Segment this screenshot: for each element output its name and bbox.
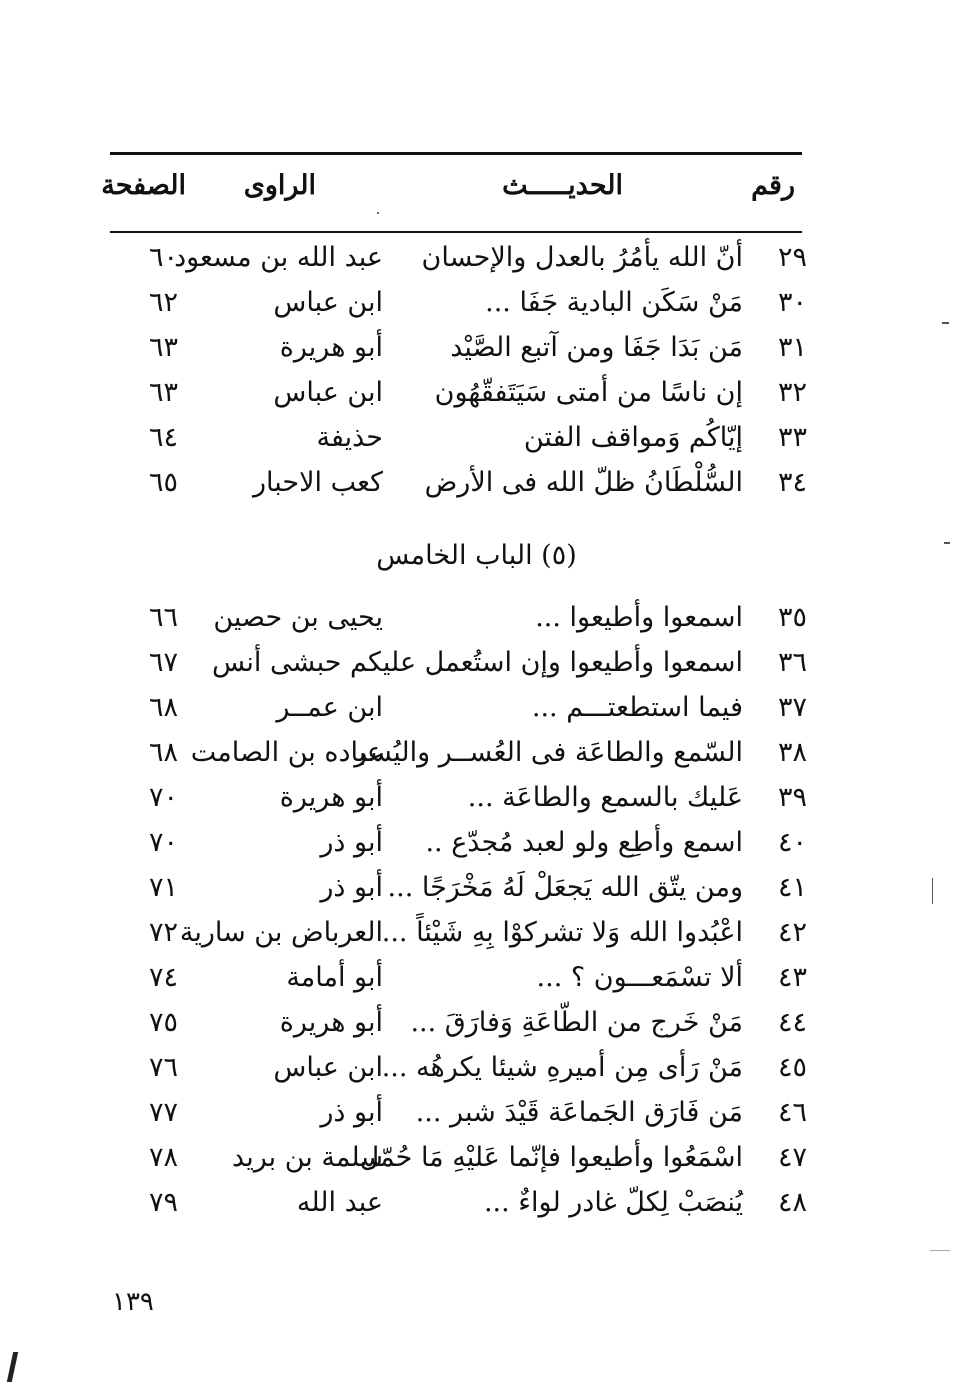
row-hadith: إيّاكُم وَمواقف الفتن <box>523 422 743 453</box>
row-page: ٦٢ <box>148 287 178 318</box>
row-number: ٢٩ <box>777 242 807 273</box>
row-narrator: يحيى بن حصين <box>213 602 383 633</box>
header-number: رقم <box>751 170 795 201</box>
section-heading: (٥) الباب الخامس <box>376 540 577 571</box>
row-number: ٤٧ <box>777 1142 807 1173</box>
row-narrator: أبو ذر <box>320 827 383 858</box>
row-number: ٣٥ <box>777 602 807 633</box>
row-page: ٦٣ <box>148 332 178 363</box>
page-number: ١٣٩ <box>112 1287 154 1317</box>
row-narrator: ابن عباس <box>273 1052 383 1083</box>
row-hadith: يُنصَبْ لِكلّ غادر لواءٌ ... <box>483 1187 743 1218</box>
row-number: ٤٠ <box>777 827 807 858</box>
row-narrator: عبد الله بن مسعود <box>174 242 383 273</box>
row-narrator: أبو ذر <box>320 1097 383 1128</box>
scan-mark <box>377 212 379 214</box>
row-narrator: عبد الله <box>296 1187 383 1218</box>
row-hadith: اسمع وأطِع ولو لعبد مُجدّع .. <box>425 827 743 858</box>
row-page: ٧١ <box>148 872 178 903</box>
scan-mark <box>942 322 949 324</box>
row-number: ٤٥ <box>777 1052 807 1083</box>
row-hadith: السّمع والطاعَة فى العُســر واليُسر <box>354 737 743 768</box>
table-row <box>0 778 953 822</box>
table-row <box>0 238 953 282</box>
row-narrator: ابن عباس <box>273 287 383 318</box>
row-page: ٧٤ <box>148 962 178 993</box>
row-page: ٧٢ <box>148 917 178 948</box>
row-number: ٤٢ <box>777 917 807 948</box>
row-narrator: أبو هريرة <box>279 332 383 363</box>
row-hadith: اسْمَعُوا وأطيعوا فإنّما عَليْهِ مَا حُمّل <box>359 1142 743 1173</box>
table-row <box>0 463 953 507</box>
row-page: ٦٨ <box>148 737 178 768</box>
row-hadith: مَنْ خَرج من الطّاعَةِ وَفارَقَ ... <box>410 1007 743 1038</box>
row-narrator: ابن عباس <box>273 377 383 408</box>
row-narrator: أبو هريرة <box>279 782 383 813</box>
row-hadith: إن ناسًا من أمتى سَيَتَفقّهُون <box>434 377 743 408</box>
row-page: ٦٣ <box>148 377 178 408</box>
row-page: ٦٦ <box>148 602 178 633</box>
row-narrator: أبو ذر <box>320 872 383 903</box>
table-header <box>0 166 953 216</box>
row-page: ٦٥ <box>148 467 178 498</box>
row-hadith: مَن بَدَا جَفَا ومن آتبع الصَّيْد <box>450 332 743 363</box>
scan-mark <box>7 1352 18 1382</box>
table-row <box>0 643 953 687</box>
row-page: ٦٤ <box>148 422 178 453</box>
row-hadith: اسمعوا وأطيعوا ... <box>535 602 743 633</box>
row-page: ٦٠ <box>148 242 178 273</box>
row-number: ٣٢ <box>777 377 807 408</box>
row-number: ٣٨ <box>777 737 807 768</box>
scan-mark <box>930 1250 950 1251</box>
table-row <box>0 958 953 1002</box>
table-row <box>0 823 953 867</box>
row-number: ٤٦ <box>777 1097 807 1128</box>
row-page: ٦٨ <box>148 692 178 723</box>
row-page: ٧٠ <box>148 782 178 813</box>
row-page: ٧٧ <box>148 1097 178 1128</box>
row-number: ٣٧ <box>777 692 807 723</box>
row-page: ٧٩ <box>148 1187 178 1218</box>
row-number: ٣٣ <box>777 422 807 453</box>
row-number: ٣٩ <box>777 782 807 813</box>
row-narrator: أبو هريرة <box>279 1007 383 1038</box>
row-hadith: اعْبُدوا الله وَلا تشركوْا بِهِ شَيْئاً ... <box>381 917 743 948</box>
table-row <box>0 1048 953 1092</box>
row-hadith: مَنْ سَكَن البادية جَفَا ... <box>485 287 743 318</box>
table-row <box>0 418 953 462</box>
row-number: ٤٣ <box>777 962 807 993</box>
table-row <box>0 913 953 957</box>
row-hadith: السُّلْطَانُ ظلّ الله فى الأرض <box>424 467 743 498</box>
table-row <box>0 283 953 327</box>
header-bottom-rule <box>110 231 802 233</box>
row-number: ٤٨ <box>777 1187 807 1218</box>
table-row <box>0 1003 953 1047</box>
table-row <box>0 1138 953 1182</box>
table-row <box>0 328 953 372</box>
table-row <box>0 598 953 642</box>
row-narrator: سلمة بن بريد <box>232 1142 383 1173</box>
row-hadith: عَليك بالسمع والطاعَة ... <box>467 782 743 813</box>
header-page: الصفحة <box>101 170 186 201</box>
row-number: ٤١ <box>777 872 807 903</box>
table-row <box>0 1093 953 1137</box>
row-number: ٣٠ <box>777 287 807 318</box>
scan-mark <box>932 878 933 904</box>
row-hadith: اسمعوا وأطيعوا وإن استُعمل عليكم حبشى أنس <box>211 647 743 678</box>
row-page: ٧٦ <box>148 1052 178 1083</box>
table-row <box>0 373 953 417</box>
row-page: ٧٨ <box>148 1142 178 1173</box>
row-hadith: أنّ الله يأمُرُ بالعدل والإحسان <box>421 242 743 273</box>
table-row <box>0 688 953 732</box>
table-row <box>0 733 953 777</box>
row-hadith: ومن يتّق الله يَجعَلْ لَهُ مَخْرَجًا ... <box>387 872 743 903</box>
table-row <box>0 1183 953 1227</box>
row-number: ٤٤ <box>777 1007 807 1038</box>
row-number: ٣٤ <box>777 467 807 498</box>
header-narrator: الراوى <box>243 170 316 201</box>
row-number: ٣١ <box>777 332 807 363</box>
row-hadith: مَنْ رَأى مِن أميرهِ شيئا يكرهُه ... <box>381 1052 743 1083</box>
row-hadith: فيما استطعتـــم ... <box>531 692 743 723</box>
row-page: ٧٥ <box>148 1007 178 1038</box>
row-hadith: ألا تسْمَعـــون ؟ ... <box>536 962 743 993</box>
row-page: ٦٧ <box>148 647 178 678</box>
row-narrator: حذيفة <box>316 422 383 453</box>
scan-mark <box>944 542 950 544</box>
table-row <box>0 868 953 912</box>
header-top-rule <box>110 152 802 155</box>
row-narrator: العرباض بن سارية <box>179 917 383 948</box>
row-hadith: مَن فَارَق الجَماعَة قَيْدَ شبر ... <box>415 1097 743 1128</box>
row-narrator: أبو أمامة <box>286 962 383 993</box>
row-narrator: عباده بن الصامت <box>190 737 383 768</box>
row-narrator: كعب الاحبار <box>253 467 383 498</box>
row-number: ٣٦ <box>777 647 807 678</box>
row-page: ٧٠ <box>148 827 178 858</box>
header-hadith: الحديـــــث <box>502 170 623 201</box>
row-narrator: ابن عمــر <box>276 692 383 723</box>
